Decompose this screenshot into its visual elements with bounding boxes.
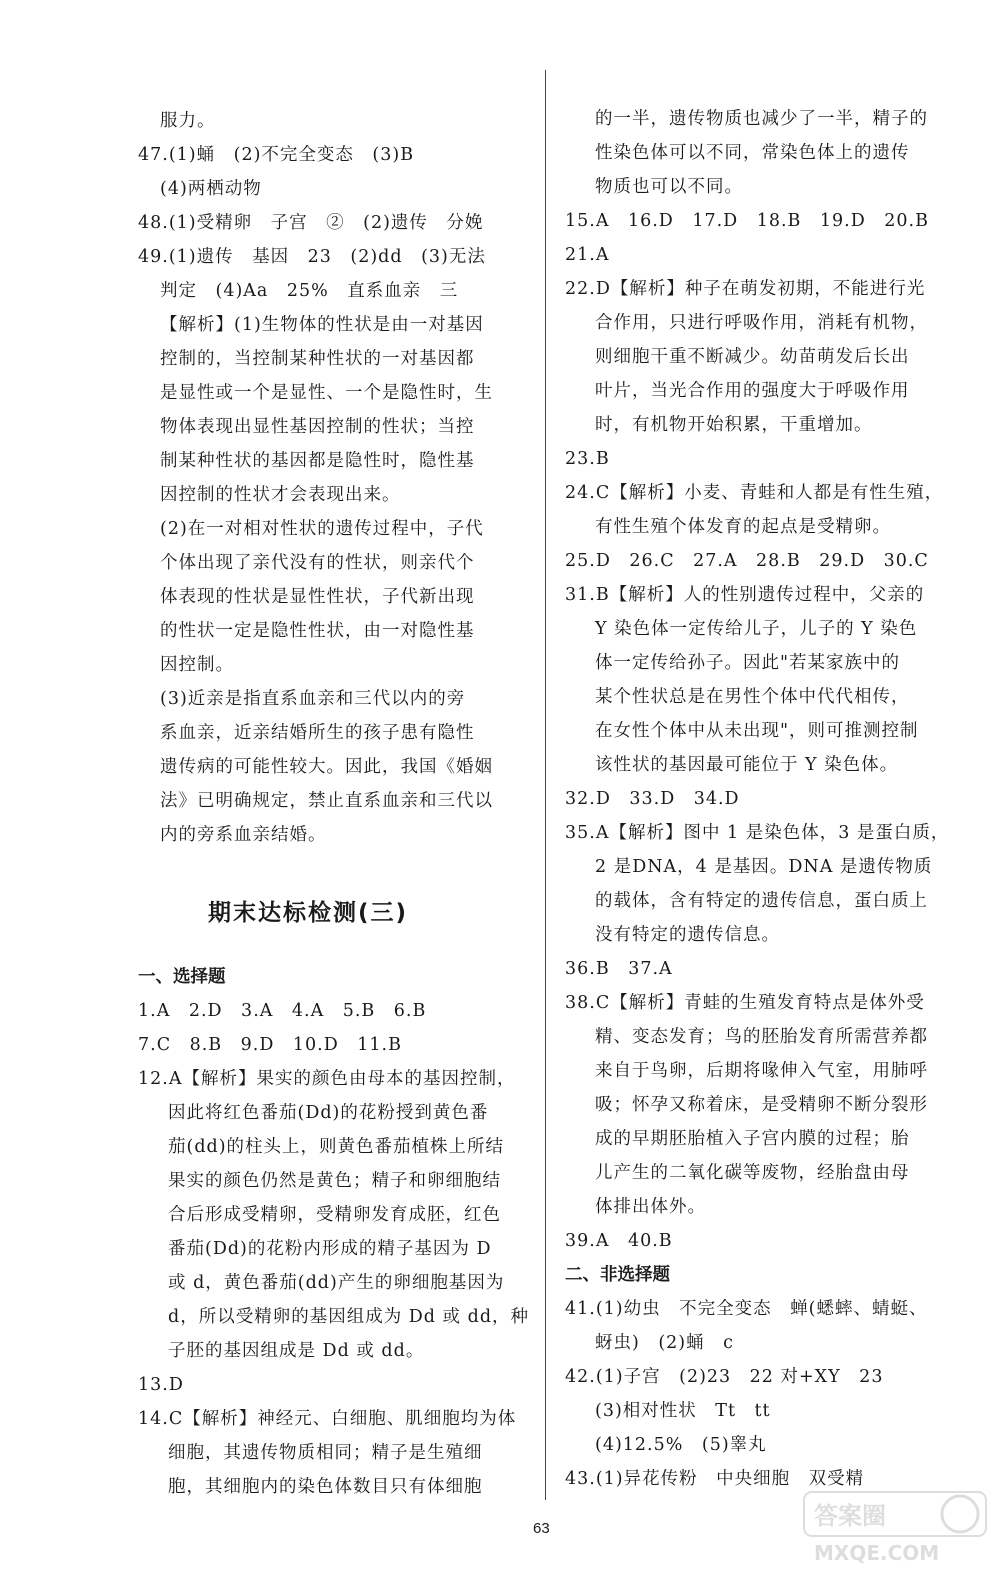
section-heading: 二、非选择题 <box>565 1265 670 1285</box>
text-line: 系血亲，近亲结婚所生的孩子患有隐性 <box>160 723 475 743</box>
text-line: 成的早期胚胎植入子宫内膜的过程；胎 <box>595 1129 910 1149</box>
text-line: 22.D【解析】种子在萌发初期，不能进行光 <box>565 279 926 299</box>
svg-text:答案圈: 答案圈 <box>814 1502 886 1530</box>
text-line: 41.(1)幼虫 不完全变态 蝉(蟋蟀、蜻蜓、 <box>565 1299 928 1319</box>
text-line: 14.C【解析】神经元、白细胞、肌细胞均为体 <box>138 1409 517 1429</box>
section-title: 期末达标检测(三) <box>208 900 409 926</box>
text-line: 体表现的性状是显性性状，子代新出现 <box>160 587 475 607</box>
text-line: 15.A 16.D 17.D 18.B 19.D 20.B <box>565 211 929 231</box>
text-line: 有性生殖个体发育的起点是受精卵。 <box>595 517 891 537</box>
column-divider <box>545 70 546 1500</box>
watermark-logo-icon <box>800 1488 990 1568</box>
text-line: 在女性个体中从未出现"，则可推测控制 <box>595 721 919 741</box>
text-line: 48.(1)受精卵 子宫 ② (2)遗传 分娩 <box>138 213 484 233</box>
text-line: 的一半，遗传物质也减少了一半，精子的 <box>595 109 928 129</box>
text-line: 43.(1)异花传粉 中央细胞 双受精 <box>565 1469 865 1489</box>
text-line: 吸；怀孕又称着床，是受精卵不断分裂形 <box>595 1095 928 1115</box>
text-line: 个体出现了亲代没有的性状，则亲代个 <box>160 553 475 573</box>
text-line: 25.D 26.C 27.A 28.B 29.D 30.C <box>565 551 929 571</box>
text-line: 【解析】(1)生物体的性状是由一对基因 <box>160 315 484 335</box>
text-line: 13.D <box>138 1375 184 1395</box>
text-line: (4)12.5% (5)睾丸 <box>595 1435 767 1455</box>
svg-text:MXQE.COM: MXQE.COM <box>814 1541 940 1565</box>
text-line: 47.(1)蛹 (2)不完全变态 (3)B <box>138 145 415 165</box>
text-line: 某个性状总是在男性个体中代代相传， <box>595 687 910 707</box>
text-line: 35.A【解析】图中 1 是染色体，3 是蛋白质， <box>565 823 950 843</box>
text-line: 的载体，含有特定的遗传信息，蛋白质上 <box>595 891 928 911</box>
text-line: 体一定传给孙子。因此"若某家族中的 <box>595 653 901 673</box>
text-line: 36.B 37.A <box>565 959 673 979</box>
text-line: 该性状的基因最可能位于 Y 染色体。 <box>595 755 899 775</box>
text-line: 38.C【解析】青蛙的生殖发育特点是体外受 <box>565 993 925 1013</box>
text-line: 细胞，其遗传物质相同；精子是生殖细 <box>168 1443 483 1463</box>
text-line: (2)在一对相对性状的遗传过程中，子代 <box>160 519 484 539</box>
text-line: 遗传病的可能性较大。因此，我国《婚姻 <box>160 757 493 777</box>
text-line: 性染色体可以不同，常染色体上的遗传 <box>595 143 910 163</box>
text-line: 2 是DNA，4 是基因。DNA 是遗传物质 <box>595 857 933 877</box>
text-line: 因此将红色番茄(Dd)的花粉授到黄色番 <box>168 1103 489 1123</box>
text-line: 法》已明确规定，禁止直系血亲和三代以 <box>160 791 493 811</box>
text-line: 内的旁系血亲结婚。 <box>160 825 327 845</box>
text-line: 服力。 <box>160 111 216 131</box>
text-line: 12.A【解析】果实的颜色由母本的基因控制， <box>138 1069 516 1089</box>
text-line: 叶片，当光合作用的强度大于呼吸作用 <box>595 381 910 401</box>
text-line: 没有特定的遗传信息。 <box>595 925 780 945</box>
text-line: 则细胞干重不断减少。幼苗萌发后长出 <box>595 347 910 367</box>
text-line: 或 d，黄色番茄(dd)产生的卵细胞基因为 <box>168 1273 505 1293</box>
text-line: 因控制。 <box>160 655 234 675</box>
text-line: (3)近亲是指直系血亲和三代以内的旁 <box>160 689 466 709</box>
text-line: 39.A 40.B <box>565 1231 673 1251</box>
text-line: 判定 (4)Aa 25% 直系血亲 三 <box>160 281 459 301</box>
text-line: 控制的，当控制某种性状的一对基因都 <box>160 349 475 369</box>
text-line: Y 染色体一定传给儿子，儿子的 Y 染色 <box>595 619 918 639</box>
text-line: 21.A <box>565 245 610 265</box>
text-line: 42.(1)子宫 (2)23 22 对+XY 23 <box>565 1367 884 1387</box>
text-line: 合作用，只进行呼吸作用，消耗有机物， <box>595 313 928 333</box>
text-line: 因控制的性状才会表现出来。 <box>160 485 401 505</box>
text-line: (3)相对性状 Tt tt <box>595 1401 771 1421</box>
text-line: (4)两栖动物 <box>160 179 262 199</box>
section-heading: 一、选择题 <box>138 967 226 987</box>
text-line: 7.C 8.B 9.D 10.D 11.B <box>138 1035 402 1055</box>
text-line: 23.B <box>565 449 610 469</box>
text-line: 的性状一定是隐性性状，由一对隐性基 <box>160 621 475 641</box>
text-line: 胞，其细胞内的染色体数目只有体细胞 <box>168 1477 483 1497</box>
text-line: 蚜虫) (2)蛹 c <box>595 1333 734 1353</box>
text-line: 来自于鸟卵，后期将喙伸入气室，用肺呼 <box>595 1061 928 1081</box>
text-line: 物体表现出显性基因控制的性状；当控 <box>160 417 475 437</box>
text-line: 49.(1)遗传 基因 23 (2)dd (3)无法 <box>138 247 486 267</box>
text-line: 合后形成受精卵，受精卵发育成胚，红色 <box>168 1205 501 1225</box>
text-line: 24.C【解析】小麦、青蛙和人都是有性生殖， <box>565 483 944 503</box>
text-line: 儿产生的二氧化碳等废物，经胎盘由母 <box>595 1163 910 1183</box>
text-line: 体排出体外。 <box>595 1197 706 1217</box>
text-line: 番茄(Dd)的花粉内形成的精子基因为 D <box>168 1239 492 1259</box>
text-line: 是显性或一个是显性、一个是隐性时，生 <box>160 383 493 403</box>
page-number: 63 <box>533 1520 550 1537</box>
text-line: 茄(dd)的柱头上，则黄色番茄植株上所结 <box>168 1137 505 1157</box>
text-line: d，所以受精卵的基因组成为 Dd 或 dd，种 <box>168 1307 530 1327</box>
text-line: 精、变态发育；鸟的胚胎发育所需营养都 <box>595 1027 928 1047</box>
text-line: 子胚的基因组成是 Dd 或 dd。 <box>168 1341 425 1361</box>
text-line: 32.D 33.D 34.D <box>565 789 740 809</box>
text-line: 果实的颜色仍然是黄色；精子和卵细胞结 <box>168 1171 501 1191</box>
text-line: 制某种性状的基因都是隐性时，隐性基 <box>160 451 475 471</box>
text-line: 31.B【解析】人的性别遗传过程中，父亲的 <box>565 585 925 605</box>
text-line: 1.A 2.D 3.A 4.A 5.B 6.B <box>138 1001 427 1021</box>
text-line: 时，有机物开始积累，干重增加。 <box>595 415 873 435</box>
text-line: 物质也可以不同。 <box>595 177 743 197</box>
